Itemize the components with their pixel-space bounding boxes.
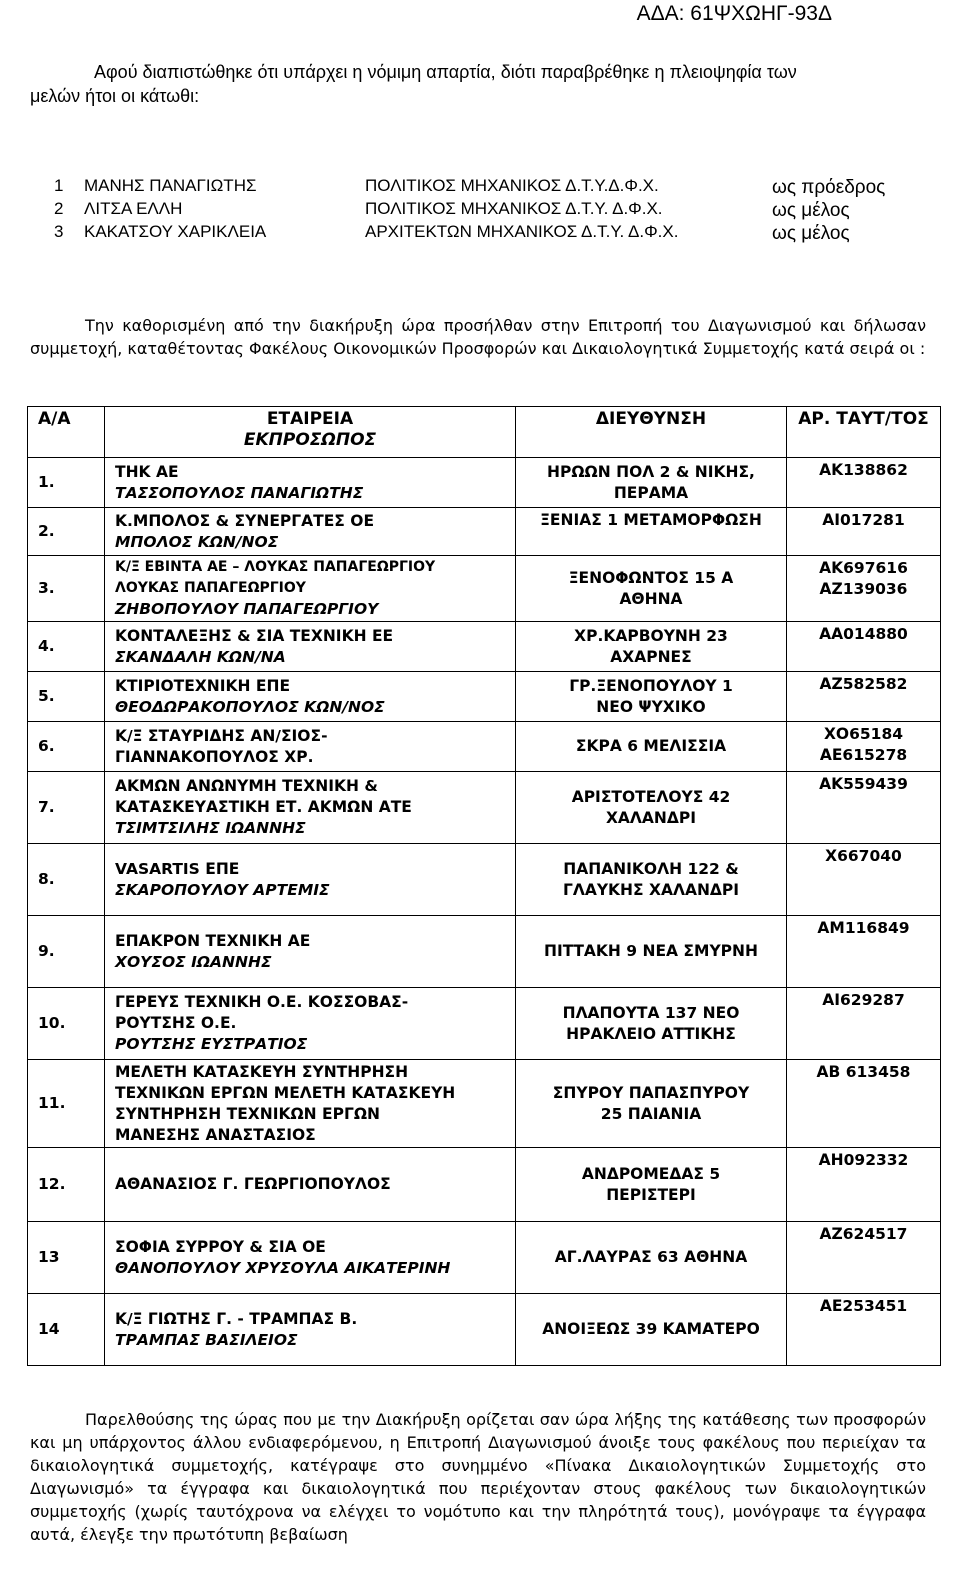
company-name: VASARTIS ΕΠΕ (115, 859, 240, 878)
member-row (54, 222, 934, 245)
row-address (516, 622, 787, 672)
row-address (516, 458, 787, 508)
bidders-table (27, 406, 941, 1366)
row-address (516, 1294, 787, 1366)
row-company (105, 1060, 516, 1148)
id-number: ΑΜ116849 (817, 919, 910, 937)
row-address (516, 844, 787, 916)
table-row (28, 1148, 941, 1222)
address-line: ΧΡ.ΚΑΡΒΟΥΝΗ 23 (574, 626, 728, 645)
company-rep: ΡΟΥΤΣΗΣ ΕΥΣΤΡΑΤΙΟΣ (115, 1035, 308, 1053)
member-role: ως μέλος (772, 200, 850, 221)
company-name: Κ/Ξ ΓΙΩΤΗΣ Γ. - ΤΡΑΜΠΑΣ Β. (115, 1309, 358, 1328)
table-row (28, 458, 941, 508)
row-address (516, 508, 787, 556)
row-no: 9. (28, 916, 105, 988)
header-company (105, 407, 516, 458)
company-name: Κ/Ξ ΣΤΑΥΡΙΔΗΣ ΑΝ/ΣΙΟΣ- (115, 726, 328, 745)
row-address (516, 556, 787, 622)
company-name: ΣΟΦΙΑ ΣΥΡΡΟΥ & ΣΙΑ ΟΕ (115, 1237, 326, 1256)
row-address (516, 722, 787, 772)
id-number: ΑΚ138862 (819, 461, 908, 479)
table-row (28, 916, 941, 988)
row-address (516, 772, 787, 844)
member-name: ΚΑΚΑΤΣΟΥ ΧΑΡΙΚΛΕΙΑ (84, 222, 267, 241)
row-company (105, 556, 516, 622)
company-rep: ΘΕΟΔΩΡΑΚΟΠΟΥΛΟΣ ΚΩΝ/ΝΟΣ (115, 697, 385, 716)
row-address (516, 916, 787, 988)
row-address (516, 988, 787, 1060)
row-no: 6. (28, 722, 105, 772)
row-address (516, 672, 787, 722)
table-row (28, 722, 941, 772)
table-row (28, 844, 941, 916)
row-no: 12. (28, 1148, 105, 1222)
row-company (105, 844, 516, 916)
company-name-cont: ΓΙΑΝΝΑΚΟΠΟΥΛΟΣ ΧΡ. (115, 747, 314, 766)
company-name-cont: ΛΟΥΚΑΣ ΠΑΠΑΓΕΩΡΓΙΟΥ (115, 580, 306, 596)
row-company (105, 458, 516, 508)
company-name: ΑΘΑΝΑΣΙΟΣ Γ. ΓΕΩΡΓΙΟΠΟΥΛΟΣ (115, 1175, 391, 1193)
company-name-cont: ΚΑΤΑΣΚΕΥΑΣΤΙΚΗ ΕΤ. ΑΚΜΩΝ ΑΤΕ (115, 798, 412, 816)
id-number: ΑΑ014880 (819, 625, 908, 643)
address-line: ΠΕΡΑΜΑ (613, 483, 689, 502)
row-no: 8. (28, 844, 105, 916)
row-id (787, 556, 941, 622)
address-line: ΠΕΡΙΣΤΕΡΙ (606, 1185, 696, 1204)
company-rep: ΧΟΥΣΟΣ ΙΩΑΝΝΗΣ (115, 952, 272, 971)
address-line: 25 ΠΑΙΑΝΙΑ (600, 1104, 702, 1123)
row-id (787, 1148, 941, 1222)
table-row (28, 772, 941, 844)
row-company (105, 916, 516, 988)
address-line: ΓΛΑΥΚΗΣ ΧΑΛΑΝΔΡΙ (562, 880, 740, 899)
row-id (787, 988, 941, 1060)
address-line: ΠΑΠΑΝΙΚΟΛΗ 122 & (563, 859, 739, 878)
row-address (516, 1148, 787, 1222)
row-id (787, 722, 941, 772)
row-company (105, 722, 516, 772)
row-company (105, 1148, 516, 1222)
table-row (28, 1060, 941, 1148)
address-line: ΑΘΗΝΑ (619, 589, 683, 608)
intro-paragraph: Αφού διαπιστώθηκε ότι υπάρχει η νόμιμη απαρτία, διότι παραβρέθηκε η πλειοψηφία των μελών ήτοι οι κάτωθι: (30, 62, 797, 106)
address-line: ΠΛΑΠΟΥΤΑ 137 ΝΕΟ (562, 1003, 740, 1022)
row-id (787, 1060, 941, 1148)
company-name: ΑΚΜΩΝ ΑΝΩΝΥΜΗ ΤΕΧΝΙΚΗ & (115, 777, 378, 795)
address-line: ΑΡΙΣΤΟΤΕΛΟΥΣ 42 (571, 787, 731, 806)
row-no: 7. (28, 772, 105, 844)
address-line: ΣΚΡΑ 6 ΜΕΛΙΣΣΙΑ (575, 737, 727, 755)
member-specialty: ΠΟΛΙΤΙΚΟΣ ΜΗΧΑΝΙΚΟΣ Δ.Τ.Υ. Δ.Φ.Χ. (365, 199, 663, 218)
company-name-cont: ΜΑΝΕΣΗΣ ΑΝΑΣΤΑΣΙΟΣ (115, 1125, 316, 1144)
address-line: ΑΓ.ΛΑΥΡΑΣ 63 ΑΘΗΝΑ (554, 1248, 748, 1266)
row-company (105, 1294, 516, 1366)
row-id (787, 508, 941, 556)
row-no: 14 (28, 1294, 105, 1366)
address-line: ΑΝΔΡΟΜΕΔΑΣ 5 (581, 1164, 721, 1183)
member-name: ΜΑΝΗΣ ΠΑΝΑΓΙΩΤΗΣ (84, 176, 257, 195)
row-id (787, 844, 941, 916)
member-number: 3 (54, 222, 64, 241)
ada-code: ΑΔΑ: 61ΨΧΩΗΓ-93Δ (636, 2, 832, 25)
header-id: ΑΡ. ΤΑΥΤ/ΤΟΣ (787, 407, 941, 458)
address-line: ΗΡΑΚΛΕΙΟ ΑΤΤΙΚΗΣ (566, 1024, 736, 1043)
member-row (54, 176, 934, 199)
company-name-cont: ΤΕΧΝΙΚΩΝ ΕΡΓΩΝ ΜΕΛΕΤΗ ΚΑΤΑΣΚΕΥΗ (115, 1083, 456, 1102)
company-rep: ΜΠΟΛΟΣ ΚΩΝ/ΝΟΣ (115, 532, 279, 551)
company-name: Κ.ΜΠΟΛΟΣ & ΣΥΝΕΡΓΑΤΕΣ ΟΕ (115, 511, 375, 530)
member-number: 2 (54, 199, 64, 218)
table-row (28, 508, 941, 556)
address-line: ΠΙΤΤΑΚΗ 9 ΝΕΑ ΣΜΥΡΝΗ (544, 942, 758, 960)
member-role: ως μέλος (772, 223, 850, 244)
address-line: ΞΕΝΟΦΩΝΤΟΣ 15 Α (568, 568, 734, 587)
row-company (105, 772, 516, 844)
row-no: 13 (28, 1222, 105, 1294)
id-number: ΑΚ697616 (819, 559, 908, 577)
table-row (28, 988, 941, 1060)
member-number: 1 (54, 176, 64, 195)
address-line: ΑΧΑΡΝΕΣ (610, 647, 692, 666)
row-no: 2. (28, 508, 105, 556)
company-name: ΤΗΚ ΑΕ (115, 462, 179, 481)
row-no: 4. (28, 622, 105, 672)
id-number: ΑΕ615278 (819, 746, 908, 764)
company-name-cont: ΡΟΥΤΣΗΣ Ο.Ε. (115, 1014, 237, 1032)
company-rep: ΤΣΙΜΤΣΙΛΗΣ ΙΩΑΝΝΗΣ (115, 819, 306, 837)
id-number: ΑΖ582582 (819, 675, 908, 693)
member-specialty: ΑΡΧΙΤΕΚΤΩΝ ΜΗΧΑΝΙΚΟΣ Δ.Τ.Υ. Δ.Φ.Χ. (365, 222, 679, 241)
row-company (105, 508, 516, 556)
committee-members (54, 176, 934, 245)
address-line: ΗΡΩΩΝ ΠΟΛ 2 & ΝΙΚΗΣ, (547, 462, 755, 481)
address-line: ΣΠΥΡΟΥ ΠΑΠΑΣΠΥΡΟΥ (552, 1083, 750, 1102)
row-id (787, 1222, 941, 1294)
row-no: 10. (28, 988, 105, 1060)
member-row (54, 199, 934, 222)
id-number: ΑΒ 613458 (816, 1063, 911, 1081)
row-id (787, 772, 941, 844)
header-address: ΔΙΕΥΘΥΝΣΗ (516, 407, 787, 458)
address-line: ΑΝΟΙΞΕΩΣ 39 ΚΑΜΑΤΕΡΟ (542, 1320, 760, 1338)
address-line: ΧΑΛΑΝΔΡΙ (605, 808, 697, 827)
id-number: ΑΕ253451 (819, 1297, 908, 1315)
table-row (28, 1222, 941, 1294)
table-row (28, 556, 941, 622)
address-line: ΞΕΝΙΑΣ 1 ΜΕΤΑΜΟΡΦΩΣΗ (540, 511, 762, 529)
row-address (516, 1222, 787, 1294)
id-number: Χ667040 (825, 847, 902, 865)
header-no: Α/Α (28, 407, 105, 458)
member-role: ως πρόεδρος (772, 177, 886, 198)
row-id (787, 1294, 941, 1366)
header-rep-label: ΕΚΠΡΟΣΩΠΟΣ (243, 430, 377, 450)
row-company (105, 622, 516, 672)
row-no: 1. (28, 458, 105, 508)
row-id (787, 458, 941, 508)
company-rep: ΣΚΑΝΔΑΛΗ ΚΩΝ/ΝΑ (115, 647, 286, 666)
row-no: 5. (28, 672, 105, 722)
company-name: ΜΕΛΕΤΗ ΚΑΤΑΣΚΕΥΗ ΣΥΝΤΗΡΗΣΗ (115, 1062, 409, 1081)
id-number: ΑΙ629287 (822, 991, 905, 1009)
row-id (787, 916, 941, 988)
company-name: ΓΕΡΕΥΣ ΤΕΧΝΙΚΗ Ο.Ε. ΚΟΣΣΟΒΑΣ- (115, 993, 409, 1011)
company-rep: ΣΚΑΡΟΠΟΥΛΟΥ ΑΡΤΕΜΙΣ (115, 880, 330, 899)
table-row (28, 622, 941, 672)
member-name: ΛΙΤΣΑ ΕΛΛΗ (84, 199, 183, 218)
participation-paragraph: Την καθορισμένη από την διακήρυξη ώρα προσήλθαν στην Επιτροπή του Διαγωνισμού και δήλωσαν συμμετοχή, καταθέτοντας Φακέλους Οικονομικών Προσφορών και Δικαιολογητικά Συμμετοχής κατά σειρά οι : (30, 316, 926, 358)
company-rep: ΤΡΑΜΠΑΣ ΒΑΣΙΛΕΙΟΣ (115, 1330, 298, 1349)
company-rep: ΖΗΒΟΠΟΥΛΟΥ ΠΑΠΑΓΕΩΡΓΙΟΥ (115, 600, 379, 618)
id-number: ΧΟ65184 (823, 725, 904, 743)
company-name: ΚΤΙΡΙΟΤΕΧΝΙΚΗ ΕΠΕ (115, 676, 291, 695)
company-rep: ΤΑΣΣΟΠΟΥΛΟΣ ΠΑΝΑΓΙΩΤΗΣ (115, 483, 364, 502)
company-name-cont: ΣΥΝΤΗΡΗΣΗ ΤΕΧΝΙΚΩΝ ΕΡΓΩΝ (115, 1104, 380, 1123)
company-name: Κ/Ξ ΕΒΙΝΤΑ ΑΕ – ΛΟΥΚΑΣ ΠΑΠΑΓΕΩΡΓΙΟΥ (115, 559, 436, 575)
row-company (105, 988, 516, 1060)
id-number: ΑΗ092332 (818, 1151, 909, 1169)
id-number: ΑΚ559439 (819, 775, 908, 793)
table-row (28, 1294, 941, 1366)
company-rep: ΘΑΝΟΠΟΥΛΟΥ ΧΡΥΣΟΥΛΑ ΑΙΚΑΤΕΡΙΝΗ (115, 1258, 451, 1277)
row-company (105, 1222, 516, 1294)
header-company-label: ΕΤΑΙΡΕΙΑ (266, 409, 354, 429)
id-number: ΑΖ139036 (819, 580, 908, 598)
row-id (787, 672, 941, 722)
company-name: ΕΠΑΚΡΟΝ ΤΕΧΝΙΚΗ ΑΕ (115, 931, 311, 950)
member-specialty: ΠΟΛΙΤΙΚΟΣ ΜΗΧΑΝΙΚΟΣ Δ.Τ.Υ.Δ.Φ.Χ. (365, 176, 659, 195)
row-address (516, 1060, 787, 1148)
row-no: 3. (28, 556, 105, 622)
table-row (28, 672, 941, 722)
row-no: 11. (28, 1060, 105, 1148)
id-number: ΑΖ624517 (819, 1225, 908, 1243)
row-id (787, 622, 941, 672)
address-line: ΓΡ.ΞΕΝΟΠΟΥΛΟΥ 1 (569, 676, 733, 695)
address-line: ΝΕΟ ΨΥΧΙΚΟ (596, 697, 706, 716)
table-header-row (28, 407, 941, 458)
row-company (105, 672, 516, 722)
id-number: ΑΙ017281 (822, 511, 905, 529)
company-name: ΚΟΝΤΑΛΕΞΗΣ & ΣΙΑ ΤΕΧΝΙΚΗ ΕΕ (115, 626, 394, 645)
opening-paragraph: Παρελθούσης της ώρας που με την Διακήρυξη ορίζεται σαν ώρα λήξης της κατάθεσης των προσφορών και μη υπάρχοντος άλλου ενδιαφερόμενου, η Επιτροπή Διαγωνισμού άνοιξε τους φακέλους που περιείχαν τα δικαιολογητικά συμμετοχής, κατέγραψε στο συνημμένο «Πίνακα Δικαιολογητικών Συμμετοχής στο Διαγωνισμό» τα έγγραφα και δικαιολογητικά που περιέχονταν στους φακέλους των δικαιολογητικών συμμετοχής (χωρίς ταυτόχρονα να ελέγχει το νομότυπο και την πληρότητά τους), μονόγραψε τα έγγραφα αυτά, έλεγξε την πρωτότυπη βεβαίωση (30, 1410, 926, 1544)
